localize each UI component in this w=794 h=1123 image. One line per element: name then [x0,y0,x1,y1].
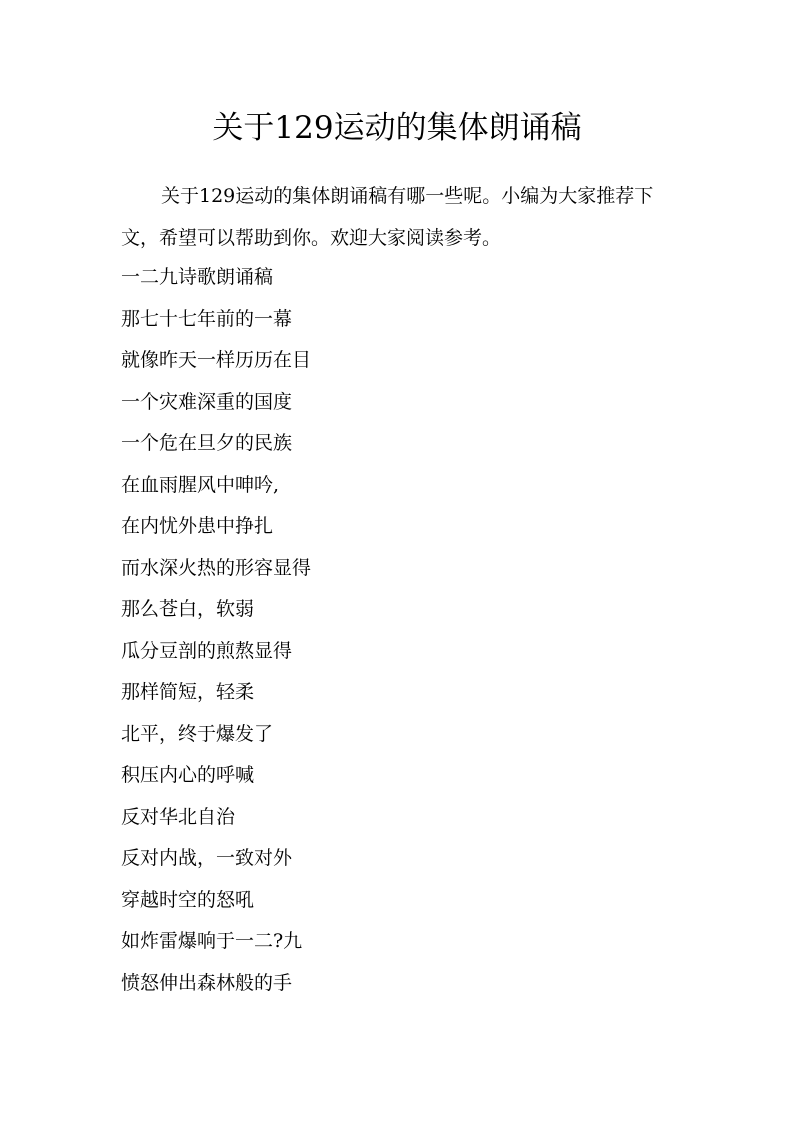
poem-line: 如炸雷爆响于一二?九 [121,930,303,952]
poem-line: 而水深火热的形容显得 [121,556,312,579]
poem-line: 在内忧外患中挣扎 [121,515,274,537]
poem-line: 就像昨天一样历历在目 [121,349,312,371]
poem-line: 一二九诗歌朗诵稿 [121,266,274,288]
poem-line: 北平，终于爆发了 [121,722,274,745]
poem-line: 反对内战，一致对外 [121,847,293,869]
poem-line: 积压内心的呼喊 [121,764,255,786]
poem-line: 瓜分豆剖的煎熬显得 [121,639,293,662]
poem-line: 一个危在旦夕的民族 [121,432,293,454]
document-title: 关于129运动的集体朗诵稿 [212,110,582,146]
poem-lines [121,257,681,1004]
poem-line: 一个灾难深重的国度 [121,390,293,413]
poem-line: 愤怒伸出森林般的手 [121,971,293,994]
intro-paragraph: 关于129运动的集体朗诵稿有哪一些呢。小编为大家推荐下文，希望可以帮助到你。欢迎大家阅读参考。 [121,185,654,249]
poem-line: 在血雨腥风中呻吟, [121,473,280,496]
poem-line: 穿越时空的怒吼 [121,888,255,911]
poem-line: 那样简短，轻柔 [121,681,255,703]
poem-line: 那么苍白，软弱 [121,598,255,620]
poem-line: 那七十七年前的一幕 [121,307,293,330]
poem-line: 反对华北自治 [121,805,236,828]
